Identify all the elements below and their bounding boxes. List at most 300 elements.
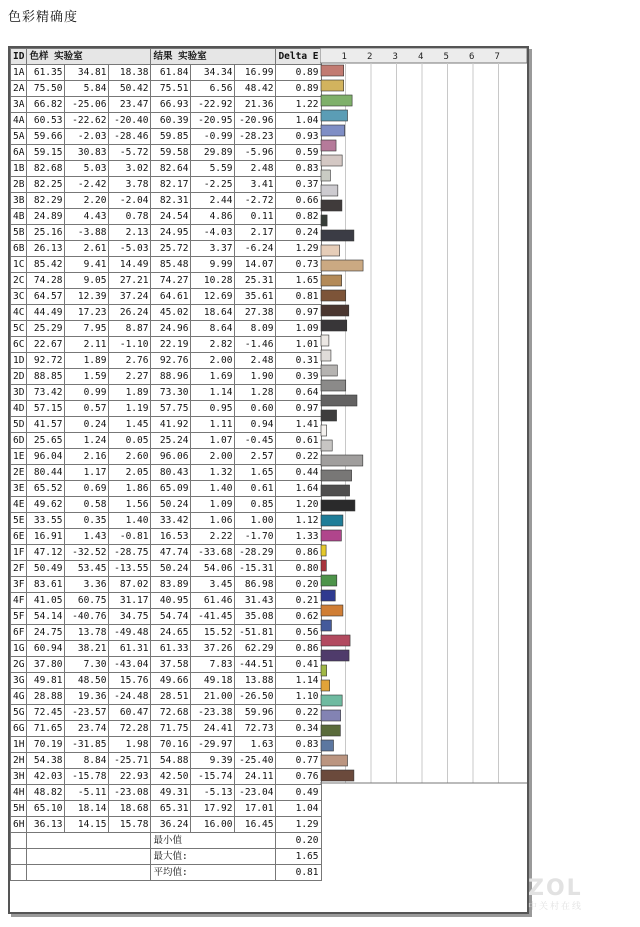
result-lab-value: 2.82 xyxy=(191,337,235,353)
summary-label: 平均值: xyxy=(151,865,276,881)
sample-lab-value: 0.99 xyxy=(65,385,109,401)
result-lab-value: 49.18 xyxy=(191,673,235,689)
table-row xyxy=(11,481,322,497)
result-lab-value: 49.31 xyxy=(151,785,191,801)
patch-id: 3F xyxy=(11,577,27,593)
result-lab-value: 37.26 xyxy=(191,641,235,657)
result-lab-value: -28.23 xyxy=(235,129,276,145)
delta-e-value: 1.10 xyxy=(276,689,321,705)
table-row xyxy=(11,753,322,769)
sample-lab-value: 18.68 xyxy=(109,801,151,817)
patch-id: 3C xyxy=(11,289,27,305)
bar-3C xyxy=(321,275,342,286)
result-lab-value: 1.32 xyxy=(191,465,235,481)
sample-lab-value: 61.35 xyxy=(27,65,65,81)
delta-e-value: 0.22 xyxy=(276,705,321,721)
result-lab-value: 4.86 xyxy=(191,209,235,225)
sample-lab-value: 82.25 xyxy=(27,177,65,193)
table-row xyxy=(11,561,322,577)
patch-id: 5H xyxy=(11,801,27,817)
result-lab-value: 50.24 xyxy=(151,497,191,513)
patch-id: 6A xyxy=(11,145,27,161)
patch-id: 6C xyxy=(11,337,27,353)
sample-lab-value: 2.61 xyxy=(65,241,109,257)
result-lab-value: 75.51 xyxy=(151,81,191,97)
patch-id: 5C xyxy=(11,321,27,337)
result-lab-value: 1.06 xyxy=(191,513,235,529)
sample-lab-value: 42.03 xyxy=(27,769,65,785)
result-lab-value: 50.24 xyxy=(151,561,191,577)
result-lab-value: -26.50 xyxy=(235,689,276,705)
result-lab-value: 0.95 xyxy=(191,401,235,417)
table-header-row xyxy=(11,49,322,65)
delta-e-value: 0.44 xyxy=(276,465,321,481)
result-lab-value: 24.96 xyxy=(151,321,191,337)
result-lab-value: 1.00 xyxy=(235,513,276,529)
result-lab-value: 96.06 xyxy=(151,449,191,465)
patch-id: 4B xyxy=(11,209,27,225)
result-lab-value: 1.63 xyxy=(235,737,276,753)
result-lab-value: -4.03 xyxy=(191,225,235,241)
result-lab-value: 21.36 xyxy=(235,97,276,113)
watermark-subtitle: 中关村在线 xyxy=(528,902,584,912)
delta-e-value: 0.20 xyxy=(276,577,321,593)
result-lab-value: 36.24 xyxy=(151,817,191,833)
result-lab-value: 0.94 xyxy=(235,417,276,433)
result-lab-value: 1.90 xyxy=(235,369,276,385)
sample-lab-value: 1.89 xyxy=(109,385,151,401)
result-lab-value: 82.17 xyxy=(151,177,191,193)
table-row xyxy=(11,321,322,337)
sample-lab-value: 36.13 xyxy=(27,817,65,833)
summary-row xyxy=(11,833,322,849)
result-lab-value: 1.69 xyxy=(191,369,235,385)
sample-lab-value: 24.75 xyxy=(27,625,65,641)
sample-lab-value: 2.60 xyxy=(109,449,151,465)
result-lab-value: 57.75 xyxy=(151,401,191,417)
result-lab-value: 2.00 xyxy=(191,353,235,369)
bar-3H xyxy=(321,725,340,736)
table-row xyxy=(11,401,322,417)
sample-lab-value: 65.52 xyxy=(27,481,65,497)
table-row xyxy=(11,81,322,97)
result-lab-value: 47.74 xyxy=(151,545,191,561)
table-row xyxy=(11,705,322,721)
delta-e-value: 1.64 xyxy=(276,481,321,497)
patch-id: 2G xyxy=(11,657,27,673)
table-row xyxy=(11,577,322,593)
result-lab-value: 1.11 xyxy=(191,417,235,433)
table-row xyxy=(11,785,322,801)
sample-lab-value: 37.24 xyxy=(109,289,151,305)
result-lab-value: 2.57 xyxy=(235,449,276,465)
delta-e-value: 1.01 xyxy=(276,337,321,353)
patch-id: 4E xyxy=(11,497,27,513)
table-row xyxy=(11,673,322,689)
sample-lab-value: 60.53 xyxy=(27,113,65,129)
delta-e-value: 0.93 xyxy=(276,129,321,145)
bar-5B xyxy=(321,215,327,226)
sample-lab-value: 5.84 xyxy=(65,81,109,97)
table-row xyxy=(11,737,322,753)
result-lab-value: 3.37 xyxy=(191,241,235,257)
result-lab-value: 2.00 xyxy=(191,449,235,465)
result-lab-value: -22.92 xyxy=(191,97,235,113)
summary-row xyxy=(11,849,322,865)
result-lab-value: 82.31 xyxy=(151,193,191,209)
sample-lab-value: 73.42 xyxy=(27,385,65,401)
table-row xyxy=(11,433,322,449)
sample-lab-value: -40.76 xyxy=(65,609,109,625)
summary-label: 最大值: xyxy=(151,849,276,865)
sample-lab-value: -43.04 xyxy=(109,657,151,673)
bar-6B xyxy=(321,230,354,241)
delta-e-value: 0.89 xyxy=(276,65,321,81)
patch-id: 5B xyxy=(11,225,27,241)
sample-lab-value: 25.16 xyxy=(27,225,65,241)
sample-lab-value: 0.78 xyxy=(109,209,151,225)
result-lab-value: 25.24 xyxy=(151,433,191,449)
bar-6H xyxy=(321,770,354,781)
bar-4G xyxy=(321,650,349,661)
delta-e-value: 1.29 xyxy=(276,817,321,833)
bar-4E xyxy=(321,470,352,481)
sample-lab-value: 25.29 xyxy=(27,321,65,337)
result-lab-value: -1.70 xyxy=(235,529,276,545)
patch-id: 6H xyxy=(11,817,27,833)
bar-1B xyxy=(321,155,342,166)
sample-lab-value: -2.42 xyxy=(65,177,109,193)
delta-e-value: 1.41 xyxy=(276,417,321,433)
sample-lab-value: 60.47 xyxy=(109,705,151,721)
x-tick-label: 7 xyxy=(494,52,500,62)
table-row xyxy=(11,657,322,673)
sample-lab-value: 61.31 xyxy=(109,641,151,657)
bar-5E xyxy=(321,485,350,496)
bar-6F xyxy=(321,590,335,601)
result-lab-value: 13.88 xyxy=(235,673,276,689)
delta-e-value: 1.22 xyxy=(276,97,321,113)
delta-e-value: 1.09 xyxy=(276,321,321,337)
sample-lab-value: 23.47 xyxy=(109,97,151,113)
bar-3A xyxy=(321,95,352,106)
header-id: ID xyxy=(11,49,27,65)
result-lab-value: -51.81 xyxy=(235,625,276,641)
bar-4A xyxy=(321,110,348,121)
result-lab-value: 24.95 xyxy=(151,225,191,241)
patch-id: 2E xyxy=(11,465,27,481)
sample-lab-value: 0.57 xyxy=(65,401,109,417)
patch-id: 1D xyxy=(11,353,27,369)
bar-6G xyxy=(321,680,330,691)
patch-id: 3G xyxy=(11,673,27,689)
sample-lab-value: 59.66 xyxy=(27,129,65,145)
bar-5H xyxy=(321,755,348,766)
sample-lab-value: 72.45 xyxy=(27,705,65,721)
sample-lab-value: 7.30 xyxy=(65,657,109,673)
result-lab-value: -29.97 xyxy=(191,737,235,753)
result-lab-value: -15.31 xyxy=(235,561,276,577)
result-lab-value: 35.61 xyxy=(235,289,276,305)
bar-2A xyxy=(321,80,344,91)
x-tick-label: 3 xyxy=(392,52,398,62)
delta-e-bar-chart xyxy=(320,48,527,912)
sample-lab-value: 9.41 xyxy=(65,257,109,273)
sample-lab-value: 37.80 xyxy=(27,657,65,673)
bar-2F xyxy=(321,530,341,541)
x-tick-label: 5 xyxy=(443,52,449,62)
bar-3B xyxy=(321,185,338,196)
bar-1D xyxy=(321,335,329,346)
bar-6E xyxy=(321,500,355,511)
sample-lab-value: 72.28 xyxy=(109,721,151,737)
result-lab-value: -6.24 xyxy=(235,241,276,257)
table-row xyxy=(11,65,322,81)
result-lab-value: 41.92 xyxy=(151,417,191,433)
bar-5A xyxy=(321,125,345,136)
patch-id: 1B xyxy=(11,161,27,177)
result-lab-value: 31.43 xyxy=(235,593,276,609)
table-row xyxy=(11,177,322,193)
bar-2C xyxy=(321,260,363,271)
sample-lab-value: -28.46 xyxy=(109,129,151,145)
result-lab-value: 5.59 xyxy=(191,161,235,177)
summary-value: 0.20 xyxy=(276,833,321,849)
patch-id: 1A xyxy=(11,65,27,81)
result-lab-value: 25.31 xyxy=(235,273,276,289)
summary-spacer xyxy=(11,849,27,865)
patch-id: 4C xyxy=(11,305,27,321)
delta-e-value: 0.34 xyxy=(276,721,321,737)
table-row xyxy=(11,465,322,481)
sample-lab-value: 15.78 xyxy=(109,817,151,833)
patch-id: 6B xyxy=(11,241,27,257)
result-lab-value: 65.31 xyxy=(151,801,191,817)
header-delta-e: Delta E xyxy=(276,49,321,65)
summary-spacer xyxy=(11,833,27,849)
delta-e-value: 0.49 xyxy=(276,785,321,801)
result-lab-value: -2.72 xyxy=(235,193,276,209)
patch-id: 4A xyxy=(11,113,27,129)
sample-lab-value: -23.57 xyxy=(65,705,109,721)
delta-e-value: 0.24 xyxy=(276,225,321,241)
result-lab-value: 21.00 xyxy=(191,689,235,705)
bar-1A xyxy=(321,65,344,76)
bar-1F xyxy=(321,515,343,526)
sample-lab-value: 1.98 xyxy=(109,737,151,753)
sample-lab-value: 23.74 xyxy=(65,721,109,737)
result-lab-value: 88.96 xyxy=(151,369,191,385)
sample-lab-value: -15.78 xyxy=(65,769,109,785)
bar-3G xyxy=(321,635,350,646)
bar-4D xyxy=(321,380,346,391)
delta-e-value: 1.29 xyxy=(276,241,321,257)
bar-3F xyxy=(321,545,326,556)
sample-lab-value: 0.24 xyxy=(65,417,109,433)
result-lab-value: -15.74 xyxy=(191,769,235,785)
sample-lab-value: 44.49 xyxy=(27,305,65,321)
sample-lab-value: -5.03 xyxy=(109,241,151,257)
delta-e-value: 0.62 xyxy=(276,609,321,625)
table-row xyxy=(11,593,322,609)
result-lab-value: 2.17 xyxy=(235,225,276,241)
sample-lab-value: 2.05 xyxy=(109,465,151,481)
result-lab-value: -0.45 xyxy=(235,433,276,449)
sample-lab-value: 49.62 xyxy=(27,497,65,513)
result-lab-value: 85.48 xyxy=(151,257,191,273)
bar-4H xyxy=(321,740,333,751)
result-lab-value: 17.01 xyxy=(235,801,276,817)
result-lab-value: 29.89 xyxy=(191,145,235,161)
sample-lab-value: 16.91 xyxy=(27,529,65,545)
result-lab-value: 48.42 xyxy=(235,81,276,97)
table-row xyxy=(11,209,322,225)
delta-e-value: 0.41 xyxy=(276,657,321,673)
patch-id: 6E xyxy=(11,529,27,545)
sample-lab-value: 59.15 xyxy=(27,145,65,161)
sample-lab-value: 66.82 xyxy=(27,97,65,113)
result-lab-value: 73.30 xyxy=(151,385,191,401)
result-lab-value: -23.38 xyxy=(191,705,235,721)
result-lab-value: 24.54 xyxy=(151,209,191,225)
sample-lab-value: -20.40 xyxy=(109,113,151,129)
delta-e-value: 0.59 xyxy=(276,145,321,161)
delta-e-value: 1.04 xyxy=(276,801,321,817)
watermark-logo: ZOL xyxy=(528,876,583,901)
patch-id: 2D xyxy=(11,369,27,385)
result-lab-value: 54.74 xyxy=(151,609,191,625)
table-row xyxy=(11,145,322,161)
sample-lab-value: -49.48 xyxy=(109,625,151,641)
result-lab-value: -5.96 xyxy=(235,145,276,161)
result-lab-value: 60.39 xyxy=(151,113,191,129)
delta-e-value: 0.73 xyxy=(276,257,321,273)
sample-lab-value: 57.15 xyxy=(27,401,65,417)
delta-e-value: 0.76 xyxy=(276,769,321,785)
delta-e-value: 1.65 xyxy=(276,273,321,289)
result-lab-value: 0.60 xyxy=(235,401,276,417)
patch-id: 5G xyxy=(11,705,27,721)
table-row xyxy=(11,417,322,433)
result-lab-value: 74.27 xyxy=(151,273,191,289)
x-tick-label: 1 xyxy=(341,52,347,62)
patch-id: 3A xyxy=(11,97,27,113)
x-tick-label: 2 xyxy=(367,52,373,62)
delta-e-value: 0.21 xyxy=(276,593,321,609)
delta-e-value: 0.31 xyxy=(276,353,321,369)
result-lab-value: 59.96 xyxy=(235,705,276,721)
sample-lab-value: 3.78 xyxy=(109,177,151,193)
patch-id: 2F xyxy=(11,561,27,577)
result-lab-value: 66.93 xyxy=(151,97,191,113)
result-lab-value: 1.65 xyxy=(235,465,276,481)
summary-spacer xyxy=(27,833,151,849)
result-lab-value: 62.29 xyxy=(235,641,276,657)
table-row xyxy=(11,721,322,737)
result-lab-value: 22.19 xyxy=(151,337,191,353)
sample-lab-value: 9.05 xyxy=(65,273,109,289)
delta-e-value: 0.97 xyxy=(276,401,321,417)
table-row xyxy=(11,161,322,177)
result-lab-value: 71.75 xyxy=(151,721,191,737)
sample-lab-value: 92.72 xyxy=(27,353,65,369)
result-lab-value: -20.96 xyxy=(235,113,276,129)
result-lab-value: 61.33 xyxy=(151,641,191,657)
bar-2B xyxy=(321,170,330,181)
result-lab-value: 16.00 xyxy=(191,817,235,833)
header-result-lab: 结果 实验室 xyxy=(151,49,276,65)
table-row xyxy=(11,337,322,353)
delta-e-value: 0.22 xyxy=(276,449,321,465)
bar-4F xyxy=(321,560,326,571)
result-lab-value: 42.50 xyxy=(151,769,191,785)
patch-id: 6F xyxy=(11,625,27,641)
result-lab-value: 1.14 xyxy=(191,385,235,401)
color-accuracy-report xyxy=(8,46,529,914)
sample-lab-value: -5.11 xyxy=(65,785,109,801)
sample-lab-value: 50.42 xyxy=(109,81,151,97)
sample-lab-value: 64.57 xyxy=(27,289,65,305)
sample-lab-value: 60.94 xyxy=(27,641,65,657)
sample-lab-value: 75.50 xyxy=(27,81,65,97)
sample-lab-value: 7.95 xyxy=(65,321,109,337)
sample-lab-value: -23.08 xyxy=(109,785,151,801)
result-lab-value: 24.11 xyxy=(235,769,276,785)
table-row xyxy=(11,369,322,385)
sample-lab-value: 87.02 xyxy=(109,577,151,593)
sample-lab-value: 82.29 xyxy=(27,193,65,209)
result-lab-value: 2.48 xyxy=(235,161,276,177)
result-lab-value: 1.40 xyxy=(191,481,235,497)
sample-lab-value: 1.24 xyxy=(65,433,109,449)
sample-lab-value: -25.06 xyxy=(65,97,109,113)
sample-lab-value: -28.75 xyxy=(109,545,151,561)
delta-e-value: 0.37 xyxy=(276,177,321,193)
sample-lab-value: 18.38 xyxy=(109,65,151,81)
sample-lab-value: 1.17 xyxy=(65,465,109,481)
delta-e-value: 1.20 xyxy=(276,497,321,513)
sample-lab-value: 0.35 xyxy=(65,513,109,529)
sample-lab-value: 85.42 xyxy=(27,257,65,273)
delta-e-value: 0.66 xyxy=(276,193,321,209)
sample-lab-value: 1.59 xyxy=(65,369,109,385)
patch-id: 1G xyxy=(11,641,27,657)
sample-lab-value: 1.19 xyxy=(109,401,151,417)
result-lab-value: 40.95 xyxy=(151,593,191,609)
delta-e-value: 1.33 xyxy=(276,529,321,545)
sample-lab-value: 88.85 xyxy=(27,369,65,385)
table-row xyxy=(11,529,322,545)
sample-lab-value: 54.14 xyxy=(27,609,65,625)
summary-spacer xyxy=(27,849,151,865)
sample-lab-value: 13.78 xyxy=(65,625,109,641)
result-lab-value: 18.64 xyxy=(191,305,235,321)
sample-lab-value: 96.04 xyxy=(27,449,65,465)
table-row xyxy=(11,225,322,241)
delta-e-value: 0.89 xyxy=(276,81,321,97)
delta-e-value: 0.83 xyxy=(276,737,321,753)
result-lab-value: 8.64 xyxy=(191,321,235,337)
sample-lab-value: 0.58 xyxy=(65,497,109,513)
sample-lab-value: 47.12 xyxy=(27,545,65,561)
bar-1G xyxy=(321,605,343,616)
result-lab-value: -44.51 xyxy=(235,657,276,673)
result-lab-value: 33.42 xyxy=(151,513,191,529)
sample-lab-value: 1.45 xyxy=(109,417,151,433)
bar-3D xyxy=(321,365,337,376)
sample-lab-value: 53.45 xyxy=(65,561,109,577)
sample-lab-value: 31.17 xyxy=(109,593,151,609)
